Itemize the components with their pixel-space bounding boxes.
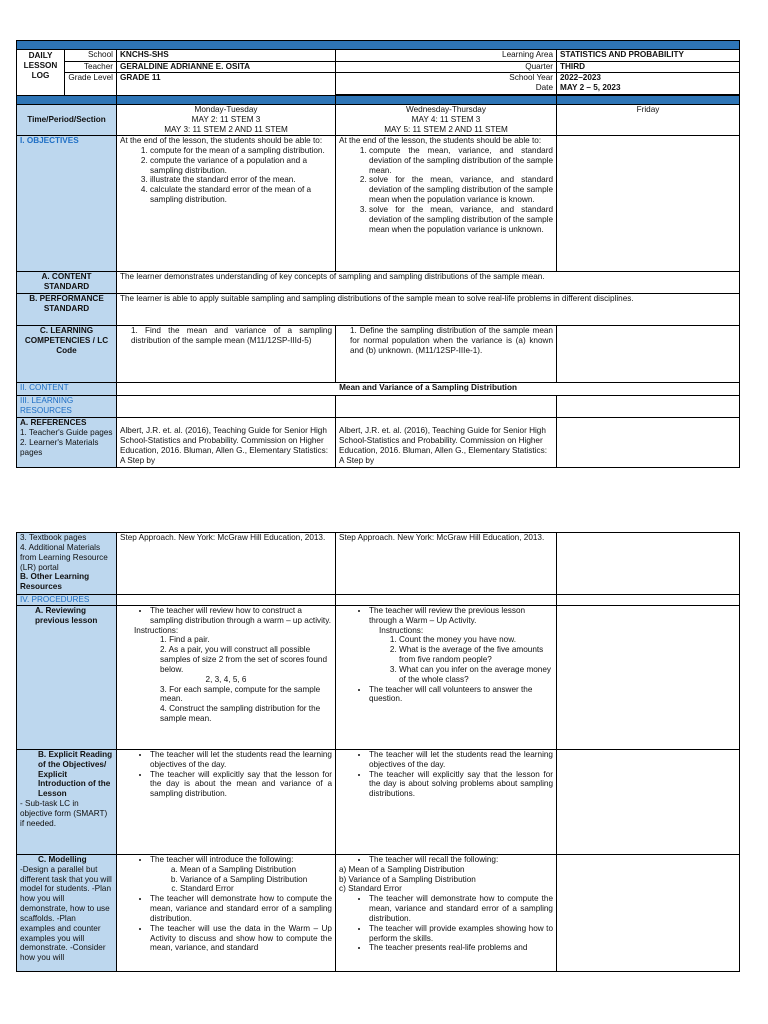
- school-year-value: 2022–2023: [560, 73, 601, 82]
- procedure-bullet: • The teacher will review how to construct a sampling distribution through a warm – up activity.: [150, 606, 332, 626]
- explicit-reading-label: B. Explicit Reading of the Objectives/ Explicit Introduction of the Lesson: [38, 749, 113, 799]
- reviewing-fr: [557, 605, 740, 749]
- procedure-bullet: • The teacher will explicitly say that the lesson for the day is about solving problems about sampling distributions.: [369, 770, 553, 800]
- modelling-wt-list-2: [339, 894, 553, 953]
- wt-day: Wednesday-Thursday: [406, 105, 486, 114]
- score-set: 2, 3, 4, 5, 6: [205, 674, 247, 684]
- date-label: Date: [535, 82, 553, 92]
- wt-section: MAY 4: 11 STEM 3: [411, 114, 481, 124]
- dll-title-line: LOG: [31, 70, 50, 80]
- objectives-wt-list: [339, 146, 553, 235]
- content-standard-label: A. CONTENT STANDARD: [17, 272, 117, 294]
- date-value: MAY 2 – 5, 2023: [560, 82, 621, 92]
- reviewing-label: A. Reviewing previous lesson: [17, 605, 117, 749]
- procedure-bullet: [150, 855, 332, 894]
- blue-band-fr: [557, 96, 740, 105]
- resources-continued-labels: [17, 533, 117, 595]
- school-year-label: School Year: [509, 73, 553, 82]
- procedure-bullet: • The teacher will recall the following:: [369, 855, 553, 865]
- objective-item: 3. illustrate the standard error of the mean.: [150, 175, 332, 185]
- other-resources-label: B. Other Learning Resources: [20, 572, 90, 592]
- friday-header: Friday: [557, 105, 740, 136]
- objectives-mt: [117, 136, 336, 272]
- warmup-questions: [339, 635, 553, 684]
- procedure-bullet: • The teacher will use the data in the Warm – Up Activity to discuss and show how to compute the mean, variance, and standard: [150, 924, 332, 954]
- competencies-wt: 1. Define the sampling distribution of the sample mean for normal population when the variance is (a) known and (b) unknown. (M11/12SP-IIIe-1).: [336, 326, 557, 383]
- procedure-bullet: • The teacher will explicitly say that the lesson for the day is about the mean and variance of a sampling distribution.: [150, 770, 332, 800]
- mt-section: MAY 3: 11 STEM 2 AND 11 STEM: [164, 124, 288, 134]
- explicit-reading-note: - Sub-task LC in objective form (SMART) if needed.: [20, 799, 108, 828]
- modelling-note: -Design a parallel but different task that you will model for students. -Plan how you will demonstrate, how to use scaffolds. -Plan examples and counter examples you will demonstrate. -Consider how you will: [20, 864, 112, 963]
- content-standard-text: The learner demonstrates understanding of key concepts of sampling and sampling distributions of the sample mean.: [117, 272, 740, 294]
- references-mt-cont: Step Approach. New York: McGraw Hill Education, 2013.: [117, 533, 336, 595]
- content-text: Mean and Variance of a Sampling Distribution: [117, 383, 740, 396]
- modelling-mt-list: [120, 855, 332, 953]
- teachers-guide-label: 1. Teacher's Guide pages: [20, 427, 113, 437]
- explicit-reading-cell: [17, 749, 117, 854]
- procedure-bullet: • The teacher will demonstrate how to compute the mean, variance and standard error of a sampling distribution.: [150, 894, 332, 924]
- dll-title-line: DAILY: [28, 51, 53, 60]
- references-mt: Albert, J.R. et. al. (2016), Teaching Guide for Senior High School-Statistics and Probability. Commission on Higher Education, 2016. Bluman, Allen G., Elementary Statistics: A Step by: [117, 418, 336, 468]
- reviewing-mt-list: [120, 606, 332, 626]
- sub-item: b) Variance of a Sampling Distribution: [339, 874, 476, 884]
- objectives-wt: [336, 136, 557, 272]
- reviewing-wt-list-2: [339, 685, 553, 705]
- competencies-mt: 1. Find the mean and variance of a sampling distribution of the sample mean (M11/12SP-IIId-5): [117, 326, 336, 383]
- objective-item: 3. solve for the mean, variance, and standard deviation of the sampling distribution of the sample mean when the population variance is unknown.: [369, 205, 553, 235]
- teacher-label: Teacher: [65, 62, 117, 73]
- lesson-log-table-page-1: [16, 40, 740, 468]
- procedures-label: IV. PROCEDURES: [17, 595, 117, 606]
- time-period-label: Time/Period/Section: [17, 105, 117, 136]
- procedure-bullet: • The teacher will let the students read the learning objectives of the day.: [369, 750, 553, 770]
- lesson-log-table-page-2: [16, 532, 740, 972]
- mt-schedule: [117, 105, 336, 136]
- explicit-mt: [117, 749, 336, 854]
- header-blue-band: [17, 41, 740, 50]
- modelling-cell: [17, 854, 117, 971]
- resources-wt-empty: [336, 396, 557, 418]
- learners-materials-label: 2. Learner's Materials pages: [20, 437, 99, 457]
- learning-area-label: Learning Area: [336, 50, 557, 62]
- objectives-label: I. OBJECTIVES: [17, 136, 117, 272]
- reviewing-wt-list: [339, 606, 553, 626]
- additional-materials-label: 4. Additional Materials from Learning Resource (LR) portal: [20, 542, 108, 572]
- references-fr-cont: [557, 533, 740, 595]
- explicit-wt: [336, 749, 557, 854]
- instruction-step: 3. For each sample, compute for the sample mean.: [160, 684, 321, 704]
- references-fr: [557, 418, 740, 468]
- instruction-step: 4. Construct the sampling distribution for the sample mean.: [160, 704, 321, 724]
- objective-item: 2. solve for the mean, variance, and standard deviation of the sampling distribution of the sample mean when the population variance is known.: [369, 175, 553, 205]
- quarter-label: Quarter: [336, 62, 557, 73]
- instructions-label: Instructions:: [379, 625, 424, 635]
- quarter-value: THIRD: [557, 62, 740, 73]
- modelling-mt-sublist: [150, 865, 332, 895]
- references-label: A. REFERENCES: [20, 418, 87, 427]
- sub-item: a) Mean of a Sampling Distribution: [339, 864, 465, 874]
- objectives-mt-intro: At the end of the lesson, the students should be able to:: [120, 136, 323, 145]
- reviewing-wt: [336, 605, 557, 749]
- mt-day: Monday-Tuesday: [194, 105, 258, 114]
- references-wt: Albert, J.R. et. al. (2016), Teaching Guide for Senior High School-Statistics and Probability. Commission on Higher Education, 2016. Bluman, Allen G., Elementary Statistics: A Step by: [336, 418, 557, 468]
- objectives-wt-intro: At the end of the lesson, the students should be able to:: [339, 136, 542, 145]
- objectives-mt-list: [120, 146, 332, 205]
- modelling-wt: [336, 854, 557, 971]
- procedure-bullet: • The teacher will provide examples showing how to perform the skills.: [369, 924, 553, 944]
- explicit-mt-list: [120, 750, 332, 799]
- modelling-mt: [117, 854, 336, 971]
- dll-title: [17, 50, 65, 96]
- learning-resources-label: III. LEARNING RESOURCES: [17, 396, 117, 418]
- grade-label: Grade Level: [65, 73, 117, 96]
- wt-section: MAY 5: 11 STEM 2 AND 11 STEM: [384, 124, 508, 134]
- school-label: School: [65, 50, 117, 62]
- objective-item: 2. compute the variance of a population and a sampling distribution.: [150, 156, 332, 176]
- performance-standard-text: The learner is able to apply suitable sampling and sampling distributions of the sample mean to solve real-life problems in different disciplines.: [117, 294, 740, 326]
- page-two: [16, 532, 739, 970]
- warmup-question: 1. Count the money you have now.: [399, 635, 553, 645]
- blue-band-left: [17, 96, 117, 105]
- objective-item: 1. compute the mean, variance, and standard deviation of the sampling distribution of the sample mean.: [369, 146, 553, 176]
- blue-band-mt: [117, 96, 336, 105]
- objectives-fr: [557, 136, 740, 272]
- procedure-bullet: • The teacher will review the previous lesson through a Warm – Up Activity.: [369, 606, 553, 626]
- blue-band-wt: [336, 96, 557, 105]
- performance-standard-label: B. PERFORMANCE STANDARD: [17, 294, 117, 326]
- content-label: II. CONTENT: [17, 383, 117, 396]
- grade-value: GRADE 11: [117, 73, 336, 96]
- school-value: KNCHS-SHS: [117, 50, 336, 62]
- warmup-question: 3. What can you infer on the average money of the whole class?: [399, 665, 553, 685]
- instruction-step: 1. Find a pair.: [160, 635, 210, 645]
- sub-item: c. Standard Error: [180, 884, 332, 894]
- objective-item: 4. calculate the standard error of the mean of a sampling distribution.: [150, 185, 332, 205]
- learning-area-value: STATISTICS AND PROBABILITY: [557, 50, 740, 62]
- dll-title-line: LESSON: [23, 60, 58, 70]
- bullet-text: The teacher will introduce the following:: [150, 854, 294, 864]
- procedure-bullet: • The teacher presents real-life problems and: [369, 943, 553, 953]
- page-one: [16, 40, 739, 473]
- modelling-label: C. Modelling: [38, 854, 87, 864]
- competencies-label: C. LEARNING COMPETENCIES / LC Code: [17, 326, 117, 383]
- sub-item: b. Variance of a Sampling Distribution: [180, 875, 332, 885]
- explicit-fr: [557, 749, 740, 854]
- procedures-wt: [336, 595, 557, 606]
- references-labels: [17, 418, 117, 468]
- school-year-date-labels: [336, 73, 557, 95]
- competencies-fr: [557, 326, 740, 383]
- procedure-bullet: • The teacher will let the students read the learning objectives of the day.: [150, 750, 332, 770]
- wt-schedule: [336, 105, 557, 136]
- resources-mt-empty: [117, 396, 336, 418]
- instructions-label: Instructions:: [134, 625, 179, 635]
- modelling-wt-list: [339, 855, 553, 865]
- resources-fr-empty: [557, 396, 740, 418]
- instruction-step: 2. As a pair, you will construct all possible samples of size 2 from the set of scores found below.: [160, 645, 328, 674]
- modelling-fr: [557, 854, 740, 971]
- school-year-date-values: [557, 73, 740, 95]
- textbook-label: 3. Textbook pages: [20, 533, 87, 542]
- mt-section: MAY 2: 11 STEM 3: [191, 114, 261, 124]
- sub-item: c) Standard Error: [339, 884, 402, 894]
- procedures-fr: [557, 595, 740, 606]
- procedures-mt: [117, 595, 336, 606]
- sub-item: a. Mean of a Sampling Distribution: [180, 865, 332, 875]
- references-wt-cont: Step Approach. New York: McGraw Hill Education, 2013.: [336, 533, 557, 595]
- procedure-bullet: • The teacher will call volunteers to answer the question.: [369, 685, 553, 705]
- teacher-value: GERALDINE ADRIANNE E. OSITA: [117, 62, 336, 73]
- objective-item: 1. compute for the mean of a sampling distribution.: [150, 146, 332, 156]
- warmup-question: 2. What is the average of the five amounts from five random people?: [399, 645, 553, 665]
- reviewing-mt: [117, 605, 336, 749]
- procedure-bullet: • The teacher will demonstrate how to compute the mean, variance and standard error of a sampling distribution.: [369, 894, 553, 924]
- explicit-wt-list: [339, 750, 553, 799]
